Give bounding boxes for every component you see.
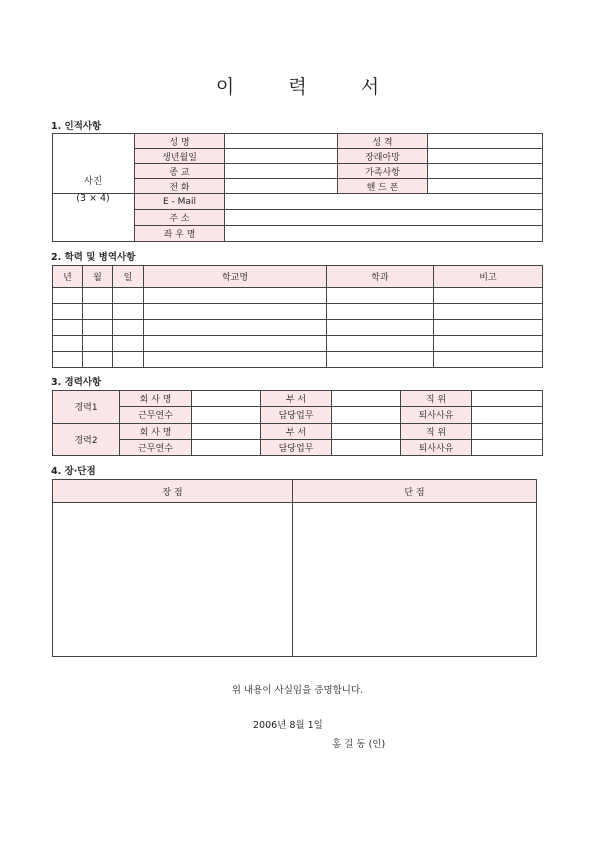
field-department[interactable]	[332, 391, 401, 407]
label-years: 근무연수	[120, 407, 192, 423]
field-leave-reason[interactable]	[472, 407, 543, 423]
document-title	[0, 72, 595, 99]
label-department: 부 서	[261, 391, 332, 407]
field-mobile[interactable]	[428, 179, 543, 194]
header-day: 일	[113, 266, 144, 288]
education-table	[52, 265, 543, 368]
label-position: 직 위	[401, 391, 472, 407]
label-years: 근무연수	[120, 439, 192, 455]
field-phone[interactable]	[225, 179, 338, 194]
label-duty: 담당업무	[261, 439, 332, 455]
table-row	[53, 336, 543, 352]
label-company: 회 사 명	[120, 423, 192, 439]
section-strengths-heading: 4. 장·단점	[51, 466, 96, 477]
field-weakness[interactable]	[293, 503, 537, 657]
field-name[interactable]	[225, 134, 338, 149]
header-note: 비고	[434, 266, 543, 288]
section-education-heading: 2. 학력 및 병역사항	[51, 252, 136, 263]
photo-size: (3 × 4)	[76, 193, 110, 204]
field-strength[interactable]	[53, 503, 293, 657]
career1-label: 경력1	[53, 391, 120, 424]
label-future-hope: 장래아망	[338, 149, 428, 164]
table-row	[53, 288, 543, 304]
photo-placeholder	[52, 173, 134, 207]
label-personality: 성 격	[338, 134, 428, 149]
label-address: 주 소	[135, 210, 225, 226]
label-mobile: 핸 드 폰	[338, 179, 428, 194]
field-duty[interactable]	[332, 439, 401, 455]
photo-label: 사진	[83, 176, 103, 187]
header-year: 년	[53, 266, 83, 288]
label-name: 성 명	[135, 134, 225, 149]
field-department[interactable]	[332, 423, 401, 439]
field-family[interactable]	[428, 164, 543, 179]
label-phone: 전 화	[135, 179, 225, 194]
field-company[interactable]	[192, 423, 261, 439]
header-school: 학교명	[144, 266, 327, 288]
field-position[interactable]	[472, 391, 543, 407]
label-motto: 좌 우 명	[135, 226, 225, 242]
label-department: 부 서	[261, 423, 332, 439]
certification-statement: 위 내용이 사실임을 증명합니다.	[231, 685, 364, 696]
header-major: 학과	[327, 266, 434, 288]
career-table	[52, 390, 543, 456]
field-address[interactable]	[225, 210, 543, 226]
label-family: 가족사항	[338, 164, 428, 179]
table-row	[53, 352, 543, 368]
label-email: E - Mail	[135, 194, 225, 210]
career2-label: 경력2	[53, 423, 120, 456]
document-date: 2006년 8월 1일	[253, 720, 323, 731]
field-email[interactable]	[225, 194, 543, 210]
field-future-hope[interactable]	[428, 149, 543, 164]
label-duty: 담당업무	[261, 407, 332, 423]
section-career-heading: 3. 경력사항	[51, 377, 102, 388]
signer-name: 홍 길 동 (인)	[332, 739, 386, 750]
label-leave-reason: 퇴사사유	[401, 407, 472, 423]
strengths-table	[52, 479, 537, 657]
field-years[interactable]	[192, 407, 261, 423]
header-strength: 장 점	[53, 480, 293, 503]
label-religion: 종 교	[135, 164, 225, 179]
table-row	[53, 304, 543, 320]
field-motto[interactable]	[225, 226, 543, 242]
label-company: 회 사 명	[120, 391, 192, 407]
header-month: 월	[83, 266, 113, 288]
label-position: 직 위	[401, 423, 472, 439]
header-weakness: 단 점	[293, 480, 537, 503]
field-company[interactable]	[192, 391, 261, 407]
field-personality[interactable]	[428, 134, 543, 149]
label-birthdate: 생년월일	[135, 149, 225, 164]
field-leave-reason[interactable]	[472, 439, 543, 455]
section-personal-heading: 1. 인적사항	[51, 121, 102, 132]
title-char: 서	[360, 76, 380, 98]
title-char: 력	[288, 76, 307, 98]
field-position[interactable]	[472, 423, 543, 439]
field-duty[interactable]	[332, 407, 401, 423]
field-birthdate[interactable]	[225, 149, 338, 164]
title-char: 이	[215, 76, 235, 98]
field-religion[interactable]	[225, 164, 338, 179]
table-row	[53, 320, 543, 336]
label-leave-reason: 퇴사사유	[401, 439, 472, 455]
field-years[interactable]	[192, 439, 261, 455]
